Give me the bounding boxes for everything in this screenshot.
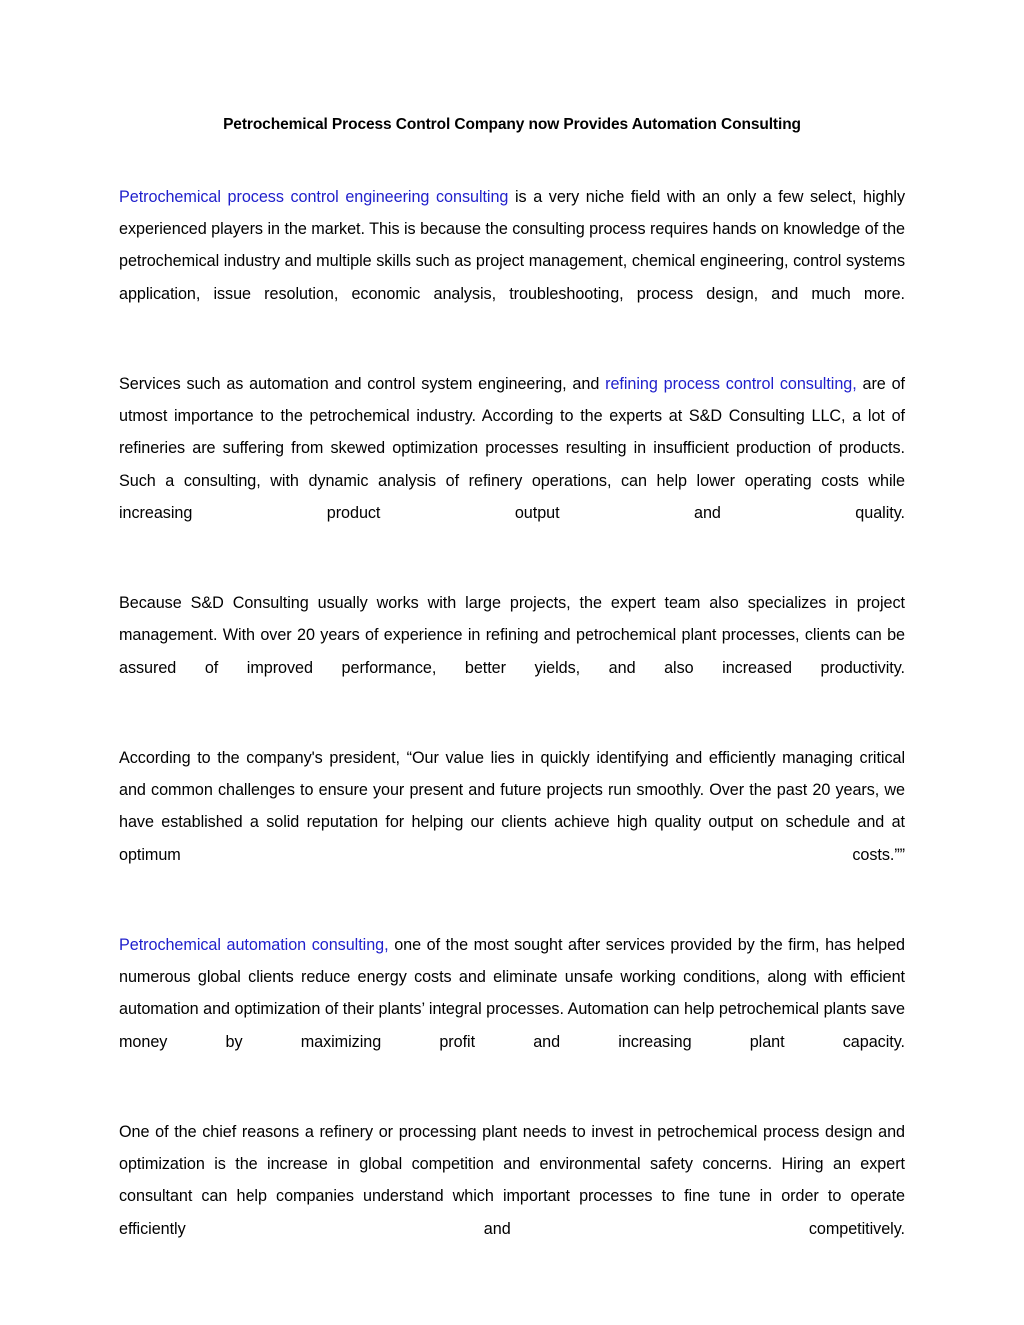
link-petrochemical-automation-consulting[interactable]: Petrochemical automation consulting, bbox=[119, 936, 389, 955]
paragraph-2-text: are of utmost importance to the petrochemical industry. According to the experts at S&D Consulting LLC, a lot of refineries are suffering from skewed optimization processes resulting in insufficient production of products. Such a consulting, with dynamic analysis of refinery operations, can help lower operating costs while increasing product output and quality. bbox=[119, 375, 905, 522]
page-title: Petrochemical Process Control Company now Provides Automation Consulting bbox=[223, 116, 801, 133]
paragraph-2 bbox=[119, 368, 905, 561]
paragraph-6 bbox=[119, 1116, 905, 1277]
link-petrochemical-process-control-engineering-consulting[interactable]: Petrochemical process control engineering consulting bbox=[119, 188, 509, 206]
paragraph-1-text: is a very niche field with an only a few select, highly experienced players in the market. This is because the consulting process requires hands on knowledge of the petrochemical industry and multiple skills such as project management, chemical engineering, control systems application, issue resolution, economic analysis, troubleshooting, process design, and much more. bbox=[119, 188, 905, 303]
paragraph-3 bbox=[119, 587, 905, 716]
paragraph-5 bbox=[119, 929, 905, 1090]
paragraph-1 bbox=[119, 181, 905, 342]
link-refining-process-control-consulting[interactable]: refining process control consulting, bbox=[605, 375, 857, 394]
paragraph-3-text: Because S&D Consulting usually works with large projects, the expert team also specializes in project management. With over 20 years of experience in refining and petrochemical plant processes, clients can be assured of improved performance, better yields, and also increased productivity. bbox=[119, 594, 905, 677]
document-body bbox=[119, 0, 905, 1277]
paragraph-2-lead-text: Services such as automation and control system engineering, and bbox=[119, 375, 606, 394]
paragraph-5-text: one of the most sought after services provided by the firm, has helped numerous global clients reduce energy costs and eliminate unsafe working conditions, along with efficient automation and optimization of their plants’ integral processes. Automation can help petrochemical plants save money by maximizing profit and increasing plant capacity. bbox=[119, 936, 905, 1051]
paragraph-6-text: One of the chief reasons a refinery or processing plant needs to invest in petrochemical process design and optimization is the increase in global competition and environmental safety concerns. Hiring an expert consultant can help companies understand which important processes to fine tune in order to operate efficiently and competitively. bbox=[119, 1123, 905, 1238]
paragraph-4 bbox=[119, 742, 905, 903]
paragraph-4-text: According to the company's president, “Our value lies in quickly identifying and efficiently managing critical and common challenges to ensure your present and future projects run smoothly. Over the past 20 years, we have established a solid reputation for helping our clients achieve high quality output on schedule and at optimum costs.”” bbox=[119, 749, 905, 864]
